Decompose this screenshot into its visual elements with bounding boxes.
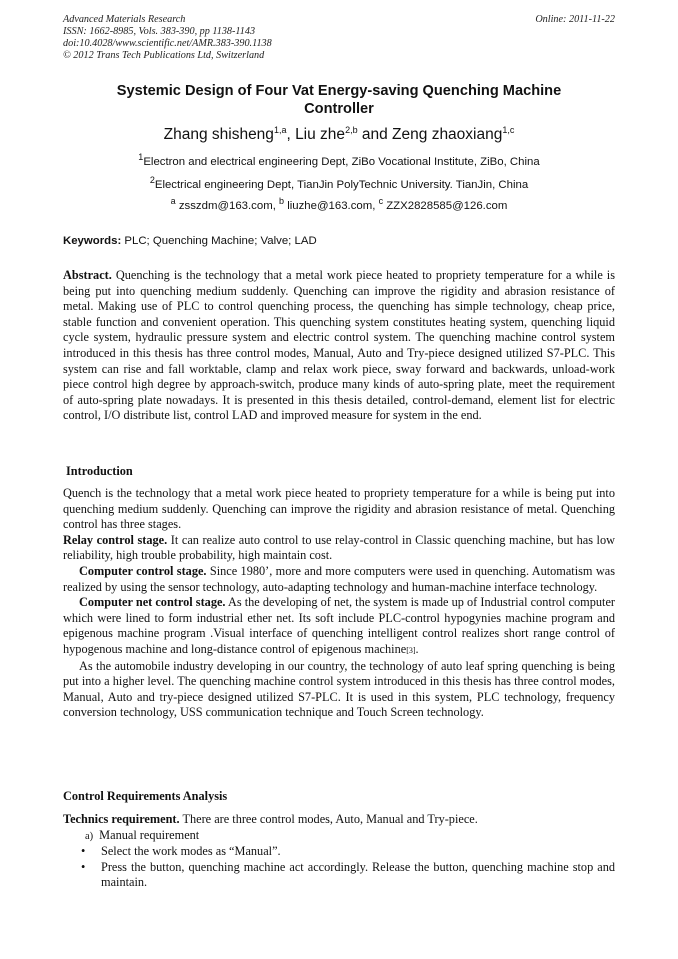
bullet-icon: • xyxy=(81,859,86,874)
relay-paragraph: Relay control stage. It can realize auto control to use relay-control in Classic quenching machine, but has low reliability, high trouble probability, high maintain cost. xyxy=(63,532,615,563)
issn-line: ISSN: 1662-8985, Vols. 383-390, pp 1138-1143 xyxy=(63,26,256,37)
requirements-body xyxy=(63,812,615,891)
bullet-icon: • xyxy=(81,844,86,859)
abstract xyxy=(63,268,615,424)
affiliation-1: $^1$Electron and electrical engineering Dept, ZiBo Vocational Institute, ZiBo, China xyxy=(138,152,540,168)
author-3-marker: 1,c xyxy=(502,124,515,135)
title-line-1: Systemic Design of Four Vat Energy-saving Quenching Machine xyxy=(116,83,562,99)
computer-paragraph: Computer control stage. Since 1980’, more and more computers were used in quenching. Automatism was realized by using the sensor technology, auto-adapting technology and human-machine interface technology. xyxy=(63,563,615,594)
paper-title xyxy=(63,82,615,118)
citation-ref[interactable]: [3] xyxy=(406,645,416,655)
journal-name: Advanced Materials Research xyxy=(63,14,186,25)
manual-subheading: a) Manual requirement xyxy=(85,827,200,842)
affiliation-2: $^2$Electrical engineering Dept, TianJin PolyTechnic University. TianJin, China xyxy=(149,175,529,191)
technics-paragraph: Technics requirement. There are three control modes, Auto, Manual and Try-piece. xyxy=(63,812,478,826)
abstract-text: Quenching is the technology that a metal work piece heated to propriety temperature for a while is being put into quenching medium suddenly. Quenching can improve the rigidity and abrasion resistance of metal. Making use of PLC to control quenching process, the quenching has simple technology, cheap price, stable function and convenient operation. This quenching system constitutes heating system, quenching liquid cycle system, hydraulic pressure system and electric control system. The quenching machine control system introduced in this thesis has three control modes, Manual, Auto and Try-piece designed utilized S7-PLC. This system can rise and fall worktable, clamp and relax work piece, sway forward and backwards, unload-work piece control high degree by approach-switch, produce many kinds of auto-spring plate, meet the requirement of auto-spring plate nowadays. It is presented in this thesis detailed, control-demand, element list for electric control, I/O distribute list, control LAD and improved measure for system in the end. xyxy=(63,268,615,423)
email-a[interactable]: zsszdm@163.com, xyxy=(175,200,280,212)
list-item: • Press the button, quenching machine act accordingly. Release the button, quenching machine stop and maintain. xyxy=(81,859,615,890)
introduction-heading: Introduction xyxy=(66,464,133,478)
author-1-marker: 1,a xyxy=(273,124,287,135)
requirements-heading: Control Requirements Analysis xyxy=(63,789,228,803)
keywords-text: PLC; Quenching Machine; Valve; LAD xyxy=(121,235,317,247)
intro-paragraph: Quench is the technology that a metal work piece heated to propriety temperature for a while is being put into quenching medium suddenly. Quenching can improve the rigidity and abrasion resistance of metal. Quenching control has three stages. xyxy=(63,486,615,532)
email-c[interactable]: ZZX2828585@126.com xyxy=(383,200,508,212)
net-paragraph: Computer net control stage. As the developing of net, the system is made up of Industrial control computer which were lined to form industrial ether net. Its soft include PLC-control hypogynies machine program and epigenous machine program .Visual interface of quenching intelligent control realizes short range control of hypogenous machine and long-distance control of epigenous machine[3]. xyxy=(63,595,615,656)
abstract-label: Abstract. xyxy=(63,268,112,282)
title-line-2: Controller xyxy=(304,101,374,117)
author-list xyxy=(63,125,615,145)
journal-header xyxy=(63,14,615,62)
keywords-label: Keywords: xyxy=(63,235,122,247)
list-item: • Select the work modes as “Manual”. xyxy=(81,844,281,859)
doi-line[interactable]: doi:10.4028/www.scientific.net/AMR.383-390.1138 xyxy=(63,38,272,49)
copyright-line: © 2012 Trans Tech Publications Ltd, Switzerland xyxy=(63,50,265,61)
automobile-paragraph: As the automobile industry developing in our country, the technology of auto leaf spring quenching is being put into a higher level. The quenching machine control system introduced in this thesis has three control modes, Manual, Auto and try-piece designed utilized S7-PLC. It is used in this system, PLC technology, frequency conversion technology, USS communication technique and Touch Screen technology. xyxy=(63,658,615,720)
author-2-marker: 2,b xyxy=(345,124,358,135)
author-1: Zhang shisheng xyxy=(163,126,274,143)
introduction-body xyxy=(63,486,615,721)
author-3: and Zeng zhaoxiang xyxy=(357,126,503,143)
email-b[interactable]: liuzhe@163.com, xyxy=(284,200,379,212)
author-2: , Liu zhe xyxy=(286,126,346,143)
online-date: Online: 2011-11-22 xyxy=(535,14,615,25)
email-line: $^a$ zsszdm@163.com, $^b$ liuzhe@163.com, $^c$ ZZX2828585@126.com xyxy=(170,196,508,212)
keywords xyxy=(63,234,615,248)
